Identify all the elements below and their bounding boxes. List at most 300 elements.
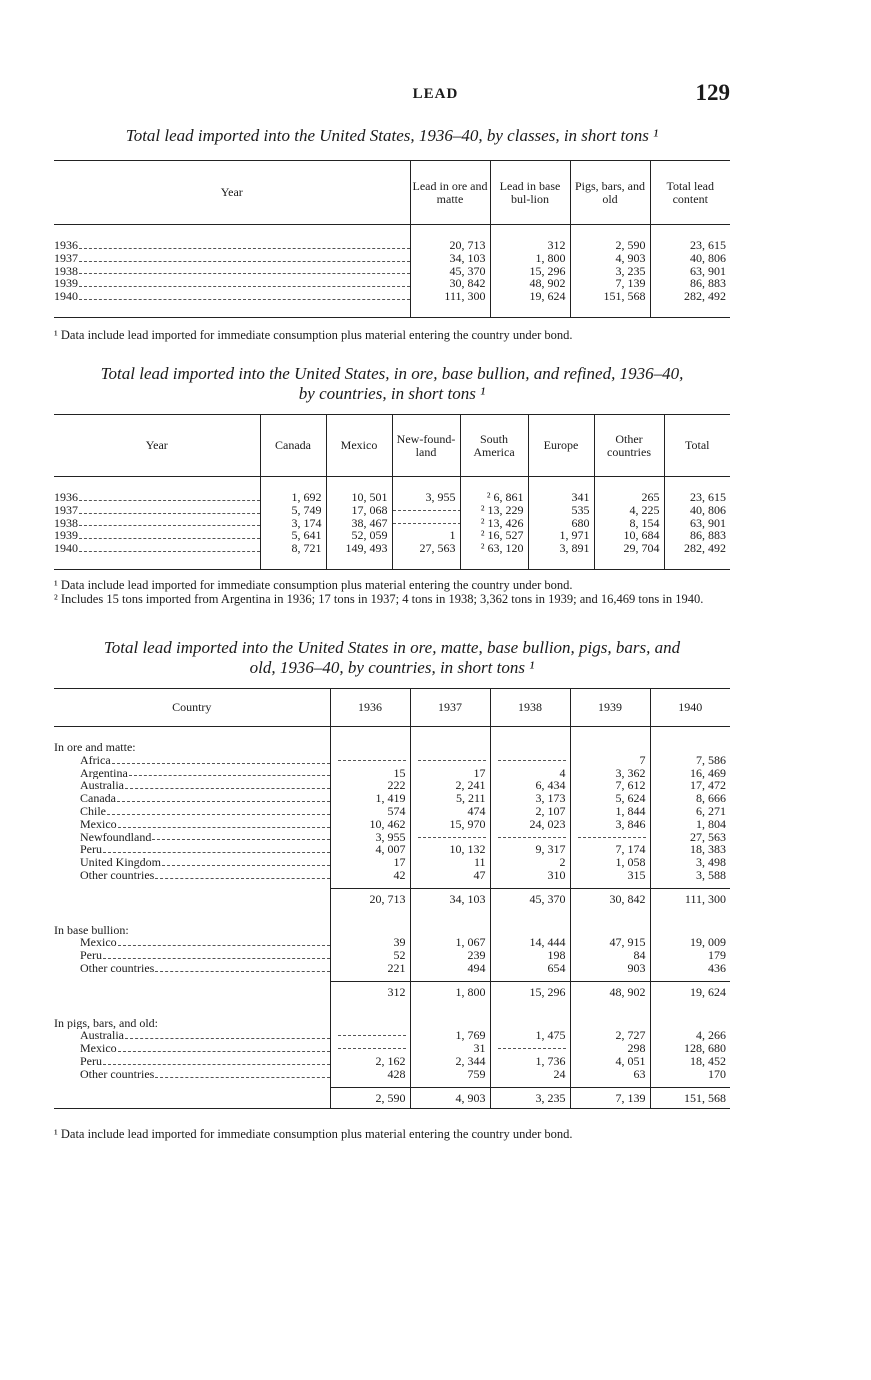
value-cell: 680	[528, 517, 594, 530]
table3	[54, 688, 730, 1109]
table3-header-1940: 1940	[650, 689, 730, 727]
leader-dots	[118, 945, 330, 946]
country-name: Australia	[80, 1029, 124, 1043]
row-label-cell	[54, 529, 260, 542]
empty-cell-leader	[418, 837, 486, 838]
table3-header-1939: 1939	[570, 689, 650, 727]
total-cell: 1, 800	[410, 981, 490, 1002]
leader-dots	[103, 958, 330, 959]
value-cell: 10, 462	[330, 818, 410, 831]
row-label-cell	[54, 856, 330, 869]
total-cell: 2, 590	[330, 1087, 410, 1109]
row-label-cell	[54, 239, 410, 252]
table2-footnote2: ² Includes 15 tons imported from Argentina in 1936; 17 tons in 1937; 4 tons in 1938; 3,362 tons in 1939; and 16,469 tons in 1940.	[54, 592, 704, 606]
value-cell: 282, 492	[664, 542, 730, 555]
empty-cell-leader	[338, 760, 406, 761]
value-cell: ² 16, 527	[460, 529, 528, 542]
country-name: Africa	[80, 753, 111, 767]
value-cell: ² 13, 229	[460, 504, 528, 517]
value-cell: 10, 132	[410, 843, 490, 856]
value-cell: ² 63, 120	[460, 542, 528, 555]
value-cell: 3, 235	[570, 265, 650, 278]
table-row	[54, 949, 730, 962]
value-cell	[410, 754, 490, 767]
value-cell: 47	[410, 869, 490, 882]
value-cell: 265	[594, 491, 664, 504]
value-cell: 15, 296	[490, 265, 570, 278]
value-cell: 3, 846	[570, 818, 650, 831]
country-name: Argentina	[80, 766, 128, 780]
value-cell: 15, 970	[410, 818, 490, 831]
value-cell: 2	[490, 856, 570, 869]
row-label-cell	[54, 936, 330, 949]
value-cell: 8, 666	[650, 792, 730, 805]
table3-caption-line1: Total lead imported into the United States in ore, matte, base bullion, pigs, bars, and	[103, 638, 681, 657]
value-cell: 4, 903	[570, 252, 650, 265]
table1	[54, 160, 730, 318]
value-cell: 2, 344	[410, 1055, 490, 1068]
value-cell: 111, 300	[410, 290, 490, 303]
value-cell: 17, 472	[650, 779, 730, 792]
leader-dots	[79, 299, 410, 300]
table3-header-country: Country	[54, 689, 330, 727]
section-total-row	[54, 888, 730, 909]
value-cell: 7, 586	[650, 754, 730, 767]
table2-header-newfoundland: New-found-land	[392, 415, 460, 477]
row-label-cell	[54, 1068, 330, 1081]
country-name: Mexico	[80, 936, 117, 950]
value-cell: 312	[490, 239, 570, 252]
country-name: Peru	[80, 949, 102, 962]
total-cell: 30, 842	[570, 888, 650, 909]
value-cell: 1, 804	[650, 818, 730, 831]
value-cell: 52	[330, 949, 410, 962]
value-cell: 63	[570, 1068, 650, 1081]
leader-dots	[125, 788, 330, 789]
empty-cell-leader	[498, 1048, 566, 1049]
value-cell: 3, 955	[392, 491, 460, 504]
value-cell: 17	[410, 767, 490, 780]
value-cell: 494	[410, 962, 490, 975]
leader-dots	[112, 763, 330, 764]
leader-dots	[79, 286, 410, 287]
value-cell: 4, 007	[330, 843, 410, 856]
value-cell: 17, 068	[326, 504, 392, 517]
value-cell: 1, 692	[260, 491, 326, 504]
table-row	[54, 504, 730, 517]
table-row	[54, 779, 730, 792]
row-year: 1939	[54, 277, 78, 291]
table2-header-south-america: South America	[460, 415, 528, 477]
value-cell: 1, 058	[570, 856, 650, 869]
leader-dots	[155, 1077, 329, 1078]
value-cell: 4	[490, 767, 570, 780]
empty-cell-leader	[393, 510, 461, 511]
value-cell: 34, 103	[410, 252, 490, 265]
value-cell: 1, 067	[410, 936, 490, 949]
row-year: 1937	[54, 251, 78, 265]
value-cell: 63, 901	[650, 265, 730, 278]
section-heading-row	[54, 741, 730, 754]
table2-caption-line2: by countries, in short tons ¹	[298, 384, 486, 403]
row-label-cell	[54, 277, 410, 290]
table3-header-1936: 1936	[330, 689, 410, 727]
row-year: 1936	[54, 239, 78, 252]
row-label-cell	[54, 517, 260, 530]
total-cell: 48, 902	[570, 981, 650, 1002]
value-cell: 1	[392, 529, 460, 542]
value-cell: 5, 624	[570, 792, 650, 805]
value-cell	[410, 831, 490, 844]
row-label-cell	[54, 1029, 330, 1042]
value-cell: 9, 317	[490, 843, 570, 856]
row-label-cell	[54, 843, 330, 856]
value-cell: 1, 800	[490, 252, 570, 265]
value-cell: 19, 624	[490, 290, 570, 303]
table-row	[54, 856, 730, 869]
value-cell: 239	[410, 949, 490, 962]
running-header: LEAD	[412, 86, 459, 102]
row-label-cell	[54, 491, 260, 504]
table1-header-bullion: Lead in base bul-lion	[490, 161, 570, 225]
value-cell: 315	[570, 869, 650, 882]
value-cell: 1, 419	[330, 792, 410, 805]
value-cell: 298	[570, 1042, 650, 1055]
row-label-cell	[54, 290, 410, 303]
table3-footnote: ¹ Data include lead imported for immediate consumption plus material entering the country under bond.	[54, 1127, 573, 1141]
value-cell: 1, 475	[490, 1029, 570, 1042]
row-label-cell	[54, 1055, 330, 1068]
total-cell: 151, 568	[650, 1087, 730, 1109]
value-cell: 29, 704	[594, 542, 664, 555]
value-cell: 654	[490, 962, 570, 975]
value-cell: 42	[330, 869, 410, 882]
table-row	[54, 767, 730, 780]
section-heading: In ore and matte:	[54, 741, 136, 754]
value-cell: 428	[330, 1068, 410, 1081]
value-cell: 7, 612	[570, 779, 650, 792]
row-label-cell	[54, 754, 330, 767]
table-row	[54, 529, 730, 542]
row-label-cell	[54, 805, 330, 818]
value-cell: 48, 902	[490, 277, 570, 290]
table2-header-total: Total	[664, 415, 730, 477]
value-cell: 2, 590	[570, 239, 650, 252]
leader-dots	[79, 248, 410, 249]
row-label-cell	[54, 818, 330, 831]
row-year: 1940	[54, 290, 78, 303]
leader-dots	[79, 538, 260, 539]
value-cell: 40, 806	[650, 252, 730, 265]
value-cell	[490, 1042, 570, 1055]
table1-header-pigs: Pigs, bars, and old	[570, 161, 650, 225]
table3-header-1937: 1937	[410, 689, 490, 727]
empty-cell-leader	[338, 1048, 406, 1049]
total-cell: 312	[330, 981, 410, 1002]
section-total-row	[54, 981, 730, 1002]
table-row	[54, 962, 730, 975]
row-year: 1936	[54, 491, 78, 504]
value-cell	[490, 831, 570, 844]
value-cell: 3, 362	[570, 767, 650, 780]
row-label-cell	[54, 962, 330, 975]
value-cell: 86, 883	[664, 529, 730, 542]
value-cell: 8, 721	[260, 542, 326, 555]
table-row	[54, 1068, 730, 1081]
value-cell: 3, 588	[650, 869, 730, 882]
value-cell: 31	[410, 1042, 490, 1055]
total-cell: 20, 713	[330, 888, 410, 909]
row-label-cell	[54, 542, 260, 555]
table2-header-mexico: Mexico	[326, 415, 392, 477]
table-row	[54, 1042, 730, 1055]
table2-caption-line1: Total lead imported into the United States, in ore, base bullion, and refined, 1936–40,	[100, 364, 684, 383]
leader-dots	[103, 852, 330, 853]
value-cell: 759	[410, 1068, 490, 1081]
value-cell: 10, 684	[594, 529, 664, 542]
row-label-cell	[54, 1042, 330, 1055]
leader-dots	[155, 971, 329, 972]
value-cell: 2, 107	[490, 805, 570, 818]
value-cell: 27, 563	[650, 831, 730, 844]
row-label-cell	[54, 949, 330, 962]
table2-header-year: Year	[54, 415, 260, 477]
section-heading-row	[54, 1017, 730, 1030]
leader-dots	[155, 878, 329, 879]
value-cell: 2, 727	[570, 1029, 650, 1042]
table-row	[54, 869, 730, 882]
leader-dots	[118, 1051, 330, 1052]
value-cell: 47, 915	[570, 936, 650, 949]
value-cell: 17	[330, 856, 410, 869]
section-heading-row	[54, 924, 730, 937]
value-cell: 282, 492	[650, 290, 730, 303]
row-label-cell	[54, 779, 330, 792]
country-name: Mexico	[80, 1042, 117, 1055]
value-cell: 45, 370	[410, 265, 490, 278]
value-cell: 27, 563	[392, 542, 460, 555]
table-row	[54, 843, 730, 856]
country-name: Other countries	[80, 1067, 155, 1081]
country-name: Other countries	[80, 868, 155, 882]
value-cell: 128, 680	[650, 1042, 730, 1055]
value-cell: 3, 174	[260, 517, 326, 530]
value-cell	[330, 1042, 410, 1055]
empty-cell-leader	[418, 760, 486, 761]
value-cell: 4, 225	[594, 504, 664, 517]
value-cell: 5, 211	[410, 792, 490, 805]
value-cell: 1, 769	[410, 1029, 490, 1042]
value-cell: 1, 736	[490, 1055, 570, 1068]
leader-dots	[118, 827, 330, 828]
value-cell: 10, 501	[326, 491, 392, 504]
leader-dots	[79, 500, 260, 501]
leader-dots	[103, 1064, 330, 1065]
value-cell: 23, 615	[650, 239, 730, 252]
value-cell: 1, 971	[528, 529, 594, 542]
value-cell	[392, 517, 460, 530]
table1-caption: Total lead imported into the United States, 1936–40, by classes, in short tons ¹	[125, 126, 659, 145]
leader-dots	[125, 1038, 330, 1039]
value-cell: 24	[490, 1068, 570, 1081]
table-row	[54, 818, 730, 831]
value-cell: ² 6, 861	[460, 491, 528, 504]
section-total-row	[54, 1087, 730, 1109]
value-cell: 24, 023	[490, 818, 570, 831]
value-cell: 16, 469	[650, 767, 730, 780]
total-cell: 7, 139	[570, 1087, 650, 1109]
value-cell: 63, 901	[664, 517, 730, 530]
leader-dots	[79, 273, 410, 274]
row-label-cell	[54, 869, 330, 882]
table-row	[54, 805, 730, 818]
value-cell: ² 13, 426	[460, 517, 528, 530]
leader-dots	[117, 801, 330, 802]
value-cell	[330, 754, 410, 767]
table-row	[54, 792, 730, 805]
row-label-cell	[54, 265, 410, 278]
table-row	[54, 491, 730, 504]
value-cell: 151, 568	[570, 290, 650, 303]
value-cell: 19, 009	[650, 936, 730, 949]
table-row	[54, 252, 730, 265]
value-cell: 84	[570, 949, 650, 962]
row-label-cell	[54, 504, 260, 517]
leader-dots	[79, 551, 260, 552]
table-row	[54, 265, 730, 278]
row-label-cell	[54, 792, 330, 805]
total-cell: 15, 296	[490, 981, 570, 1002]
value-cell: 14, 444	[490, 936, 570, 949]
country-name: Other countries	[80, 961, 155, 975]
value-cell: 18, 452	[650, 1055, 730, 1068]
value-cell: 7, 174	[570, 843, 650, 856]
total-cell: 111, 300	[650, 888, 730, 909]
value-cell: 3, 955	[330, 831, 410, 844]
value-cell: 38, 467	[326, 517, 392, 530]
value-cell: 6, 271	[650, 805, 730, 818]
leader-dots	[129, 775, 330, 776]
country-name: Newfoundland	[80, 830, 152, 844]
value-cell: 436	[650, 962, 730, 975]
value-cell: 341	[528, 491, 594, 504]
value-cell: 3, 891	[528, 542, 594, 555]
leader-dots	[79, 525, 260, 526]
section-heading: In pigs, bars, and old:	[54, 1016, 158, 1030]
value-cell: 4, 266	[650, 1029, 730, 1042]
value-cell: 222	[330, 779, 410, 792]
value-cell: 40, 806	[664, 504, 730, 517]
value-cell: 310	[490, 869, 570, 882]
row-label-cell	[54, 831, 330, 844]
row-year: 1938	[54, 516, 78, 530]
leader-dots	[162, 865, 330, 866]
table3-header-1938: 1938	[490, 689, 570, 727]
value-cell: 8, 154	[594, 517, 664, 530]
row-year: 1938	[54, 264, 78, 278]
total-cell: 45, 370	[490, 888, 570, 909]
table2-footnote1: ¹ Data include lead imported for immediate consumption plus material entering the country under bond.	[54, 578, 573, 592]
row-label-cell	[54, 252, 410, 265]
table-row	[54, 754, 730, 767]
table1-header-year: Year	[54, 161, 410, 225]
table1-footnote: ¹ Data include lead imported for immediate consumption plus material entering the country under bond.	[54, 328, 573, 342]
leader-dots	[79, 261, 410, 262]
table2-header-canada: Canada	[260, 415, 326, 477]
value-cell: 2, 162	[330, 1055, 410, 1068]
value-cell: 3, 173	[490, 792, 570, 805]
section-heading: In base bullion:	[54, 923, 129, 937]
page-number: 129	[695, 80, 730, 105]
country-name: Canada	[80, 792, 116, 805]
value-cell: 86, 883	[650, 277, 730, 290]
empty-cell-leader	[393, 523, 461, 524]
value-cell: 7	[570, 754, 650, 767]
total-cell: 4, 903	[410, 1087, 490, 1109]
value-cell: 15	[330, 767, 410, 780]
value-cell: 5, 641	[260, 529, 326, 542]
table2-header-other: Other countries	[594, 415, 664, 477]
table-row	[54, 1029, 730, 1042]
value-cell: 2, 241	[410, 779, 490, 792]
value-cell: 179	[650, 949, 730, 962]
country-name: Peru	[80, 843, 102, 857]
value-cell: 198	[490, 949, 570, 962]
value-cell: 4, 051	[570, 1055, 650, 1068]
total-cell: 34, 103	[410, 888, 490, 909]
table-row	[54, 831, 730, 844]
leader-dots	[107, 814, 330, 815]
table-row	[54, 290, 730, 303]
row-year: 1940	[54, 542, 78, 555]
value-cell: 6, 434	[490, 779, 570, 792]
table-row	[54, 277, 730, 290]
table1-header-ore: Lead in ore and matte	[410, 161, 490, 225]
value-cell: 149, 493	[326, 542, 392, 555]
table-row	[54, 936, 730, 949]
table1-header-total: Total lead content	[650, 161, 730, 225]
value-cell: 3, 498	[650, 856, 730, 869]
value-cell: 39	[330, 936, 410, 949]
value-cell: 5, 749	[260, 504, 326, 517]
value-cell	[392, 504, 460, 517]
table-row	[54, 1055, 730, 1068]
value-cell	[330, 1029, 410, 1042]
country-name: Peru	[80, 1054, 102, 1068]
value-cell: 7, 139	[570, 277, 650, 290]
value-cell: 474	[410, 805, 490, 818]
value-cell	[570, 831, 650, 844]
leader-dots	[79, 513, 260, 514]
table2	[54, 414, 730, 570]
value-cell: 18, 383	[650, 843, 730, 856]
leader-dots	[152, 839, 329, 840]
country-name: Chile	[80, 804, 106, 818]
table-row	[54, 239, 730, 252]
empty-cell-leader	[498, 837, 566, 838]
table-row	[54, 517, 730, 530]
empty-cell-leader	[578, 837, 646, 838]
value-cell: 23, 615	[664, 491, 730, 504]
table3-caption-line2: old, 1936–40, by countries, in short tons ¹	[249, 658, 535, 677]
value-cell: 574	[330, 805, 410, 818]
value-cell	[490, 754, 570, 767]
row-year: 1939	[54, 529, 78, 543]
country-name: Australia	[80, 779, 124, 793]
table-row	[54, 542, 730, 555]
country-name: Mexico	[80, 817, 117, 831]
row-year: 1937	[54, 503, 78, 517]
